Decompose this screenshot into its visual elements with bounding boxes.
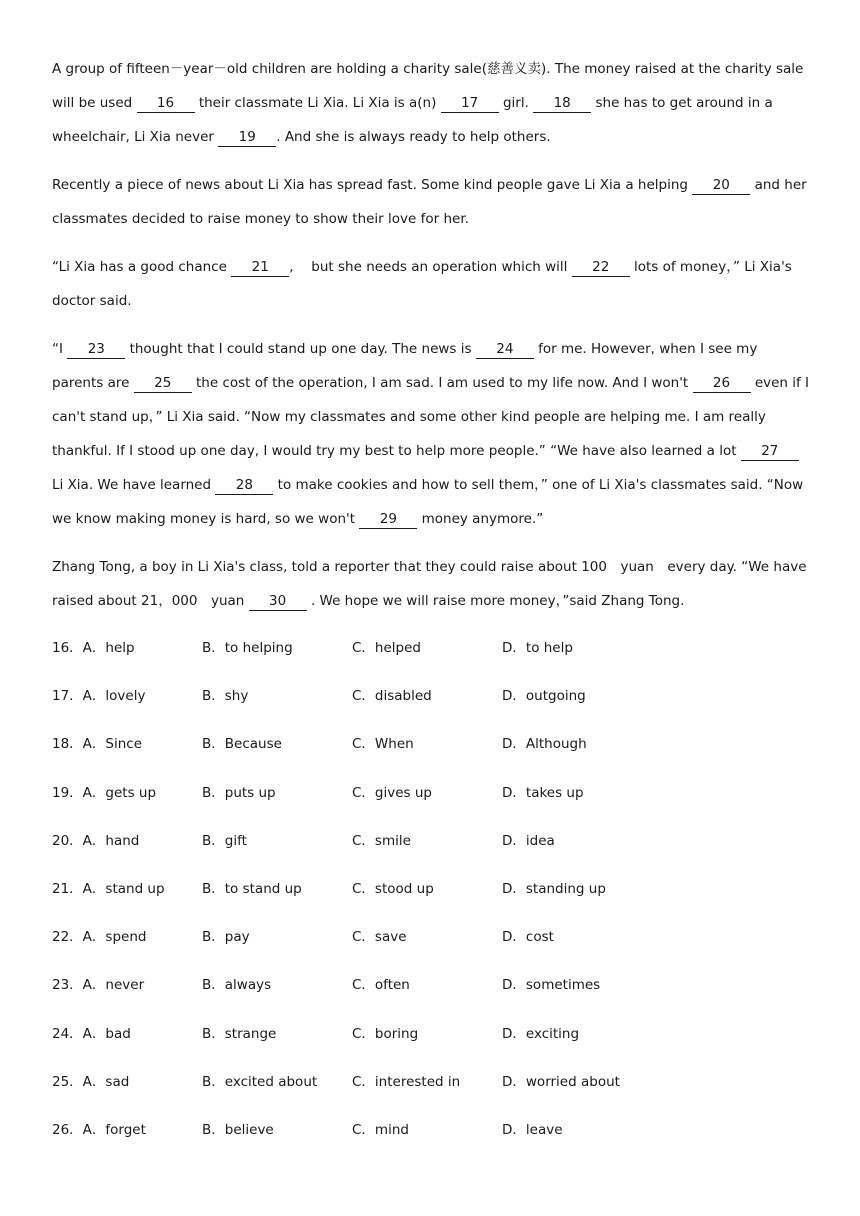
- option-b: B．gift: [202, 832, 247, 849]
- blank-19: 19: [218, 129, 276, 147]
- blank-16: 16: [137, 95, 195, 113]
- option-row-21: [52, 873, 812, 921]
- option-b: B．always: [202, 977, 272, 994]
- option-b: B．believe: [202, 1121, 274, 1138]
- paragraph-5: [52, 550, 812, 618]
- option-a: 18．A．Since: [52, 736, 143, 753]
- option-d: D．idea: [502, 832, 555, 849]
- blank-24: 24: [476, 341, 534, 359]
- option-b: B．strange: [202, 1025, 277, 1042]
- option-c: C．gives up: [352, 784, 432, 801]
- passage-text: , but she needs an operation which will: [289, 259, 568, 275]
- option-c: C．helped: [352, 640, 421, 656]
- passage-text: . And she is always ready to help others.: [276, 129, 551, 145]
- blank-22: 22: [572, 259, 630, 277]
- blank-30: 30: [249, 593, 307, 611]
- answer-options: [52, 632, 812, 1162]
- passage-text: their classmate Li Xia. Li Xia is a(n): [198, 95, 437, 111]
- passage-text: she has to get around in a wheelchair, Li Xia never: [52, 95, 773, 145]
- option-d: D．outgoing: [502, 688, 586, 705]
- passage-text: lots of money，” Li Xia's doctor said.: [52, 259, 792, 309]
- passage-text: money anymore.”: [421, 511, 544, 527]
- option-a: 26．A．forget: [52, 1121, 146, 1138]
- passage-text: Li Xia. We have learned: [52, 477, 212, 493]
- option-row-22: [52, 921, 812, 969]
- option-row-20: [52, 825, 812, 873]
- blank-21: 21: [231, 259, 289, 277]
- blank-17: 17: [441, 95, 499, 113]
- option-a: 25．A．sad: [52, 1073, 130, 1090]
- option-d: D．Although: [502, 736, 587, 753]
- option-c: C．disabled: [352, 688, 432, 705]
- option-d: D．worried about: [502, 1073, 620, 1090]
- option-c: C．stood up: [352, 880, 434, 897]
- option-a: 17．A．lovely: [52, 688, 146, 705]
- option-d: D．cost: [502, 929, 554, 946]
- passage-text: . We hope we will raise more money，”said Zhang Tong.: [310, 593, 685, 609]
- option-c: C．When: [352, 736, 414, 753]
- option-row-19: [52, 777, 812, 825]
- blank-27: 27: [741, 443, 799, 461]
- passage-text: Zhang Tong, a boy in Li Xia's class, told a reporter that they could raise about 100 yuan every day. “We have raised about 21，000 yuan: [52, 559, 807, 609]
- passage-text: the cost of the operation, I am sad. I am used to my life now. And I won't: [196, 375, 689, 391]
- passage-text: “I: [52, 341, 63, 357]
- blank-20: 20: [692, 177, 750, 195]
- option-c: C．save: [352, 929, 407, 946]
- passage-text: for me. However, when I see my parents are: [52, 341, 758, 391]
- option-a: 20．A．hand: [52, 832, 140, 849]
- passage-text: girl.: [502, 95, 529, 111]
- option-b: B．pay: [202, 929, 250, 946]
- option-b: B．excited about: [202, 1073, 318, 1090]
- option-d: D．leave: [502, 1121, 563, 1138]
- blank-28: 28: [215, 477, 273, 495]
- passage-text: and her classmates decided to raise money to show their love for her.: [52, 177, 807, 227]
- option-c: C．interested in: [352, 1073, 461, 1090]
- option-row-23: [52, 969, 812, 1017]
- passage-text: A group of fifteen－year－old children are holding a charity sale(慈善义卖). The money raised at the charity sale will be used: [52, 61, 804, 111]
- option-row-24: [52, 1018, 812, 1066]
- option-row-18: [52, 728, 812, 776]
- passage-text: to make cookies and how to sell them，” one of Li Xia's classmates said. “Now we know making money is hard, so we won't: [52, 477, 804, 527]
- option-a: 19．A．gets up: [52, 784, 157, 801]
- option-b: B．Because: [202, 736, 282, 753]
- option-row-17: [52, 680, 812, 728]
- option-c: C．mind: [352, 1121, 409, 1138]
- passage-text: thought that I could stand up one day. The news is: [129, 341, 472, 357]
- blank-25: 25: [134, 375, 192, 393]
- passage-text: even if I can't stand up，” Li Xia said. “Now my classmates and some other kind people are helping me. I am really thankful. If I stood up one day, I would try my best to help more people.” “We have also learned a lot: [52, 375, 810, 459]
- option-b: B．to helping: [202, 640, 293, 656]
- cloze-passage: [52, 52, 812, 632]
- option-d: D．takes up: [502, 784, 584, 801]
- option-c: C．boring: [352, 1025, 419, 1042]
- option-a: 16．A．help: [52, 640, 135, 656]
- option-d: D．to help: [502, 640, 573, 656]
- option-b: B．shy: [202, 688, 249, 705]
- paragraph-1: [52, 52, 812, 154]
- paragraph-2: [52, 168, 812, 236]
- option-c: C．often: [352, 977, 410, 994]
- option-b: B．to stand up: [202, 880, 302, 897]
- option-a: 22．A．spend: [52, 929, 147, 946]
- option-a: 21．A．stand up: [52, 880, 165, 897]
- option-row-26: [52, 1114, 812, 1162]
- option-row-25: [52, 1066, 812, 1114]
- option-d: D．exciting: [502, 1025, 580, 1042]
- paragraph-4: [52, 332, 812, 536]
- option-row-16: [52, 632, 812, 680]
- option-d: D．sometimes: [502, 977, 601, 994]
- paragraph-3: [52, 250, 812, 318]
- option-a: 24．A．bad: [52, 1025, 131, 1042]
- option-b: B．puts up: [202, 784, 276, 801]
- blank-26: 26: [693, 375, 751, 393]
- passage-text: Recently a piece of news about Li Xia has spread fast. Some kind people gave Li Xia a helping: [52, 177, 688, 193]
- blank-23: 23: [67, 341, 125, 359]
- blank-18: 18: [533, 95, 591, 113]
- option-c: C．smile: [352, 832, 411, 849]
- blank-29: 29: [359, 511, 417, 529]
- option-d: D．standing up: [502, 880, 606, 897]
- passage-text: “Li Xia has a good chance: [52, 259, 227, 275]
- option-a: 23．A．never: [52, 977, 145, 994]
